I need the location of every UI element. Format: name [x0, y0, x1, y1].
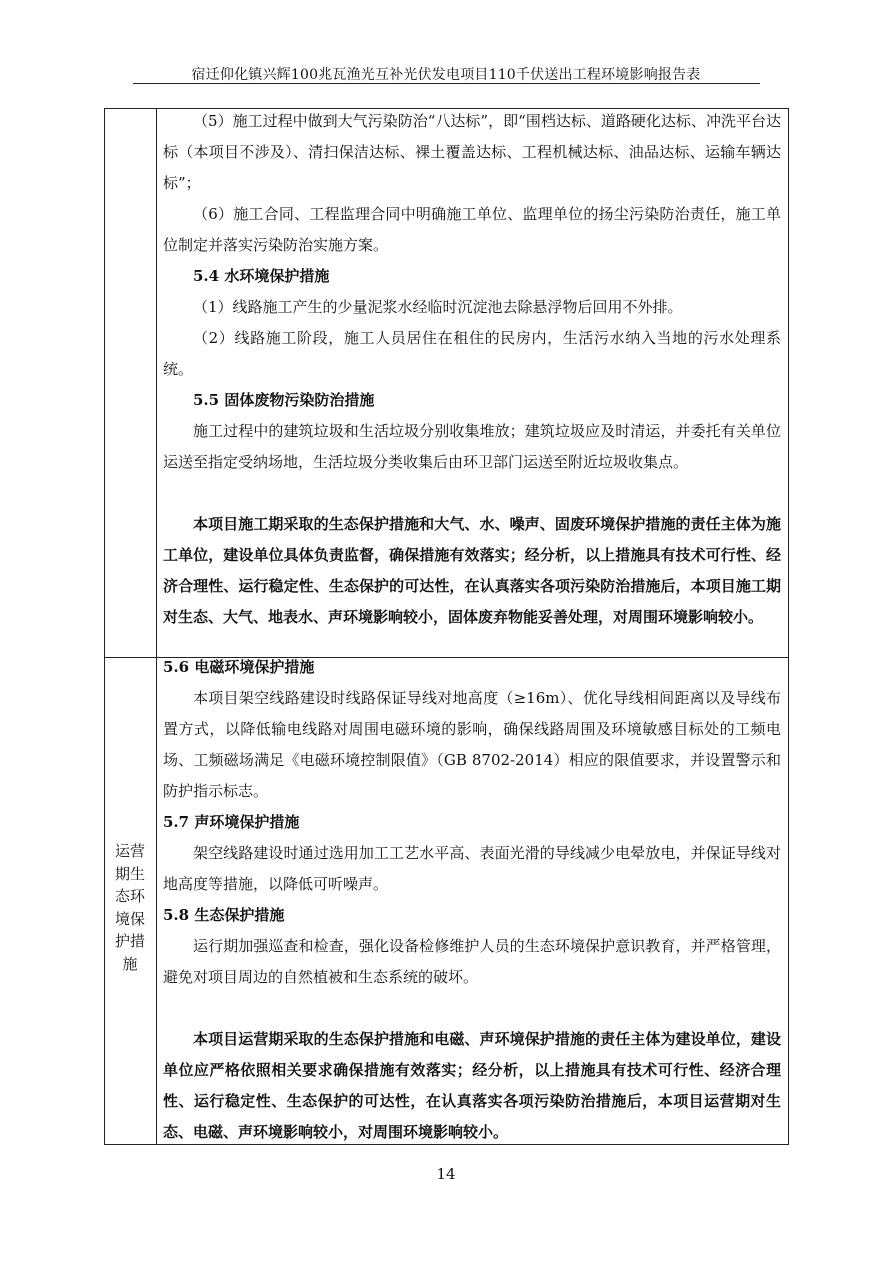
electromagnetic-paragraph: 本项目架空线路建设时线路保证导线对地高度（≥16m）、优化导线相间距离以及导线布置方式，以降低输电线路对周围电磁环境的影响，确保线路周围及环境敏感目标处的工频电场、工频磁场满足《电磁环境控制限值》（GB 8702-2014）相应的限值要求，并设置警示和防护指示标志。 [163, 689, 781, 800]
measure-paragraph-6: （6）施工合同、工程监理合同中明确施工单位、监理单位的扬尘污染防治责任，施工单位制定并落实污染防治实施方案。 [163, 205, 781, 254]
solid-waste-paragraph: 施工过程中的建筑垃圾和生活垃圾分别收集堆放；建筑垃圾应及时清运，并委托有关单位运送至指定受纳场地，生活垃圾分类收集后由环卫部门运送至附近垃圾收集点。 [163, 422, 781, 471]
heading-5-4: 5.4 水环境保护措施 [193, 267, 330, 285]
page-number: 14 [436, 1165, 456, 1183]
heading-5-6: 5.6 电磁环境保护措施 [163, 658, 315, 676]
ecology-paragraph: 运行期加强巡查和检查，强化设备检修维护人员的生态环境保护意识教育，并严格管理，避免对项目周边的自然植被和生态系统的破坏。 [163, 937, 781, 986]
water-measure-2: （2）线路施工阶段，施工人员居住在租住的民房内，生活污水纳入当地的污水处理系统。 [163, 329, 781, 378]
heading-5-7: 5.7 声环境保护措施 [163, 813, 300, 831]
label-line: 施 [122, 954, 138, 973]
label-line: 运营 [114, 842, 145, 860]
row-label-operation-period [104, 840, 156, 975]
heading-5-8: 5.8 生态保护措施 [163, 906, 285, 924]
label-line: 护措 [114, 932, 145, 950]
spacer [163, 993, 781, 1024]
operation-summary: 本项目运营期采取的生态保护措施和电磁、声环境保护措施的责任主体为建设单位，建设单位应严格依照相关要求确保措施有效落实；经分析，以上措施具有技术可行性、经济合理性、运行稳定性、生态保护的可达性，在认真落实各项污染防治措施后，本项目运营期对生态、电磁、声环境影响较小，对周围环境影响较小。 [163, 1030, 781, 1141]
measure-paragraph-5: （5）施工过程中做到大气污染防治“八达标”，即“围档达标、道路硬化达标、冲洗平台达标（本项目不涉及）、清扫保洁达标、裸土覆盖达标、工程机械达标、油品达标、运输车辆达标”； [163, 112, 781, 192]
spacer [163, 478, 781, 509]
document-header: 宿迁仰化镇兴辉100兆瓦渔光互补光伏发电项目110千伏送出工程环境影响报告表 [191, 67, 701, 83]
label-line: 期生 [114, 864, 145, 883]
heading-5-5: 5.5 固体废物污染防治措施 [193, 391, 375, 409]
label-line: 境保 [114, 909, 145, 928]
construction-measures-cell [163, 106, 781, 633]
table-column-divider [156, 108, 157, 1145]
water-measure-1: （1）线路施工产生的少量泥浆水经临时沉淀池去除悬浮物后回用不外排。 [193, 298, 683, 316]
label-line: 态环 [114, 887, 145, 905]
construction-summary: 本项目施工期采取的生态保护措施和大气、水、噪声、固废环境保护措施的责任主体为施工单位，建设单位具体负责监督，确保措施有效落实；经分析，以上措施具有技术可行性、经济合理性、运行稳定性、生态保护的可达性，在认真落实各项污染防治措施后，本项目施工期对生态、大气、地表水、声环境影响较小，固体废弃物能妥善处理，对周围环境影响较小。 [163, 515, 781, 626]
operation-measures-cell [163, 652, 781, 1148]
header-rule [133, 83, 760, 84]
acoustic-paragraph: 架空线路建设时通过选用加工工艺水平高、表面光滑的导线减少电晕放电，并保证导线对地高度等措施，以降低可听噪声。 [163, 844, 781, 893]
